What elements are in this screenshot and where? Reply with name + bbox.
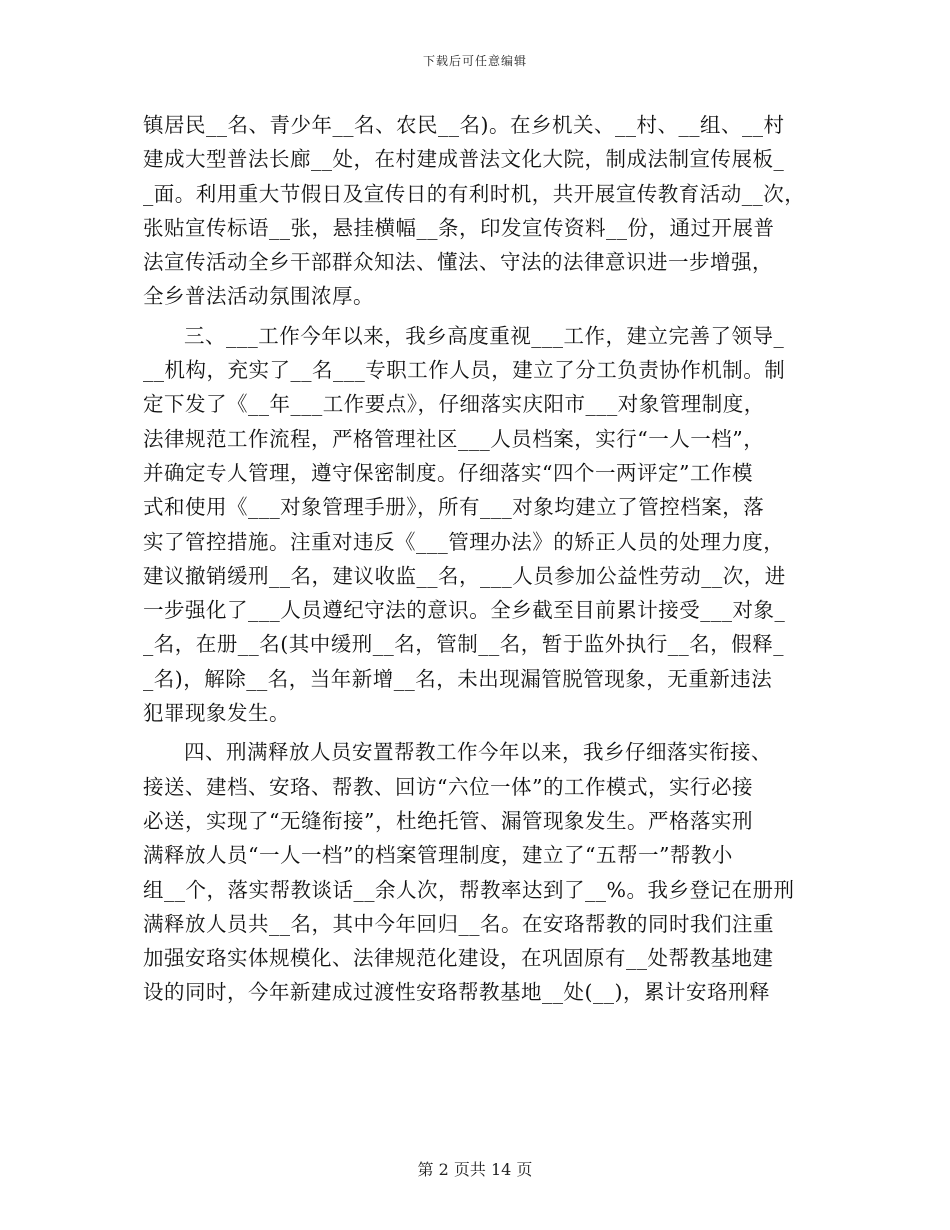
text-line: 必送，实现了“无缝衔接”，杜绝托管、漏管现象发生。严格落实刑 [143,808,753,833]
text-line: 镇居民__名、青少年__名、农民__名)。在乡机关、__村、__组、__村 [143,113,785,137]
text-line: 建议撤销缓刑__名，建议收监__名，___人员参加公益性劳动__次，进 [143,563,786,588]
text-line: 并确定专人管理，遵守保密制度。仔细落实“四个一两评定”工作模 [143,460,753,485]
text-line: 定下发了《__年___工作要点》，仔细落实庆阳市___对象管理制度， [143,392,765,417]
text-line: 满释放人员“一人一档”的档案管理制度，建立了“五帮一”帮教小 [143,843,733,868]
text-line: 四、刑满释放人员安置帮教工作今年以来，我乡仔细落实衔接、 [184,740,772,765]
text-line: 接送、建档、安珞、帮教、回访“六位一体”的工作模式，实行必接 [143,774,753,799]
text-line: 全乡普法活动氛围浓厚。 [143,284,374,309]
text-line: _名，在册__名(其中缓刑__名，管制__名，暂于监外执行__名，假释_ [143,632,784,657]
text-line: 一步强化了___人员遵纪守法的意识。全乡截至目前累计接受___对象_ [143,598,786,623]
text-line: 法宣传活动全乡干部群众知法、懂法、守法的法律意识进一步增强， [143,250,773,275]
text-line: 法律规范工作流程，严格管理社区___人员档案，实行“一人一档”， [143,426,765,451]
text-line: 建成大型普法长廊__处，在村建成普法文化大院，制成法制宣传展板_ [143,147,785,172]
text-line: 实了管控措施。注重对违反《___管理办法》的矫正人员的处理力度， [143,529,785,554]
text-line: _名)，解除__名，当年新增__名，未出现漏管脱管现象，无重新违法 [143,666,773,691]
text-line: 三、___工作今年以来，我乡高度重视___工作，建立完善了领导_ [184,323,785,348]
paragraph [143,735,819,1009]
text-line: 设的同时，今年新建成过渡性安珞帮教基地__处(__)，累计安珞刑释 [143,980,770,1005]
text-line: _面。利用重大节假日及宣传日的有利时机，共开展宣传教育活动__次， [143,181,806,206]
paragraph [143,319,819,731]
text-line: 满释放人员共__名，其中今年回归__名。在安珞帮教的同时我们注重 [143,911,774,936]
paragraph [143,108,819,314]
text-line: 张贴宣传标语__张，悬挂横幅__条，印发宣传资料__份，通过开展普 [143,215,775,240]
text-line: 组__个，落实帮教谈话__余人次，帮教率达到了__%。我乡登记在册刑 [143,877,795,902]
text-line: __机构，充实了__名___专职工作人员，建立了分工负责协作机制。制 [143,358,786,383]
document-body [143,108,819,1010]
text-line: 加强安珞实体规模化、法律规范化建设，在巩固原有__处帮教基地建 [143,946,774,971]
page-footer: 第 2 页共 14 页 [417,1160,533,1179]
text-line: 式和使用《___对象管理手册》，所有___对象均建立了管控档案，落 [143,495,765,520]
text-line: 犯罪现象发生。 [143,701,290,726]
page-header: 下载后可任意编辑 [422,54,527,68]
